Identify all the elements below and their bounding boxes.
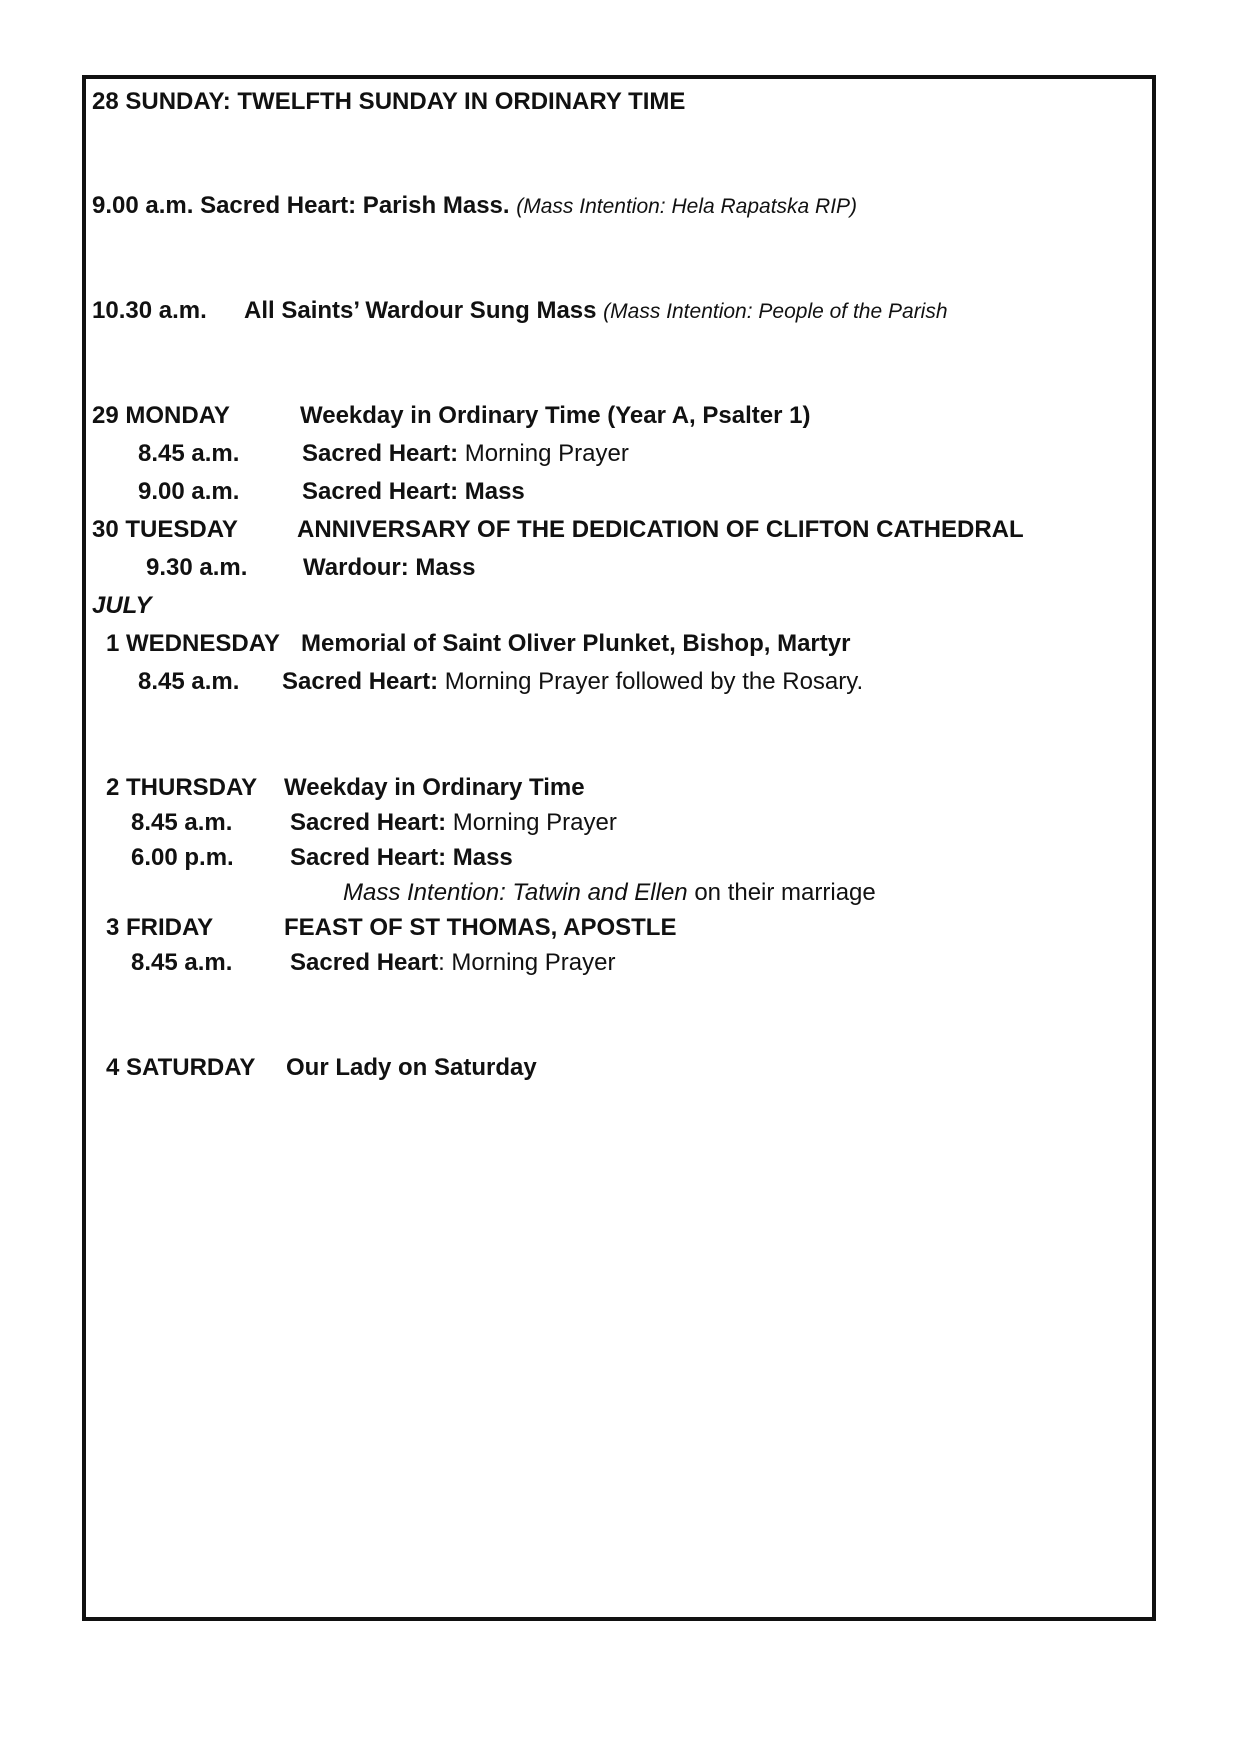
wednesday-event-1-time: 8.45 a.m. bbox=[138, 668, 240, 695]
thursday-event-2-place: Sacred Heart: Mass bbox=[290, 844, 513, 871]
sunday-mass-1-time-place: 9.00 a.m. Sacred Heart: Parish Mass. bbox=[92, 192, 510, 219]
monday-event-1-detail bbox=[302, 439, 629, 469]
sunday-mass-2-place: All Saints’ Wardour Sung Mass bbox=[244, 297, 597, 324]
monday-event-2-place: Sacred Heart: Mass bbox=[302, 478, 525, 505]
thursday-event-1-detail bbox=[290, 808, 617, 838]
wednesday-title: Memorial of Saint Oliver Plunket, Bishop, Martyr bbox=[301, 630, 851, 657]
tuesday-title: ANNIVERSARY OF THE DEDICATION OF CLIFTON CATHEDRAL bbox=[297, 516, 1024, 543]
thursday-intention-italic: Mass Intention: Tatwin and Ellen bbox=[343, 879, 688, 906]
thursday-event-1-rest: Morning Prayer bbox=[446, 809, 617, 836]
monday-event-1-time: 8.45 a.m. bbox=[138, 440, 240, 467]
month-label: JULY bbox=[92, 592, 152, 619]
sunday-mass-2-detail bbox=[244, 296, 948, 327]
monday-event-1-rest: Morning Prayer bbox=[458, 440, 629, 467]
saturday-heading bbox=[92, 1053, 1142, 1083]
thursday-intention bbox=[343, 878, 876, 908]
friday-event-1-place: Sacred Heart bbox=[290, 949, 439, 976]
wednesday-event-1 bbox=[92, 667, 1142, 697]
monday-event-2-time: 9.00 a.m. bbox=[138, 478, 240, 505]
wednesday-event-1-rest: Morning Prayer followed by the Rosary. bbox=[438, 668, 864, 695]
saturday-day: 4 SATURDAY bbox=[106, 1054, 256, 1081]
thursday-event-1-time: 8.45 a.m. bbox=[131, 809, 233, 836]
friday-heading bbox=[92, 913, 1142, 943]
wednesday-day: 1 WEDNESDAY bbox=[106, 630, 280, 657]
monday-title: Weekday in Ordinary Time (Year A, Psalter 1) bbox=[300, 402, 811, 429]
tuesday-event-1 bbox=[92, 553, 1142, 583]
tuesday-day: 30 TUESDAY bbox=[92, 516, 238, 543]
sunday-mass-2-time: 10.30 a.m. bbox=[92, 297, 207, 324]
sunday-heading: 28 SUNDAY: TWELFTH SUNDAY IN ORDINARY TIME bbox=[92, 88, 686, 115]
sunday-mass-1 bbox=[92, 191, 857, 222]
friday-event-1-time: 8.45 a.m. bbox=[131, 949, 233, 976]
friday-event-1 bbox=[92, 948, 1142, 978]
friday-event-1-detail bbox=[290, 948, 615, 978]
thursday-event-2 bbox=[92, 843, 1142, 873]
monday-day: 29 MONDAY bbox=[92, 402, 230, 429]
friday-day: 3 FRIDAY bbox=[106, 914, 214, 941]
friday-title: FEAST OF ST THOMAS, APOSTLE bbox=[284, 914, 677, 941]
wednesday-heading bbox=[92, 629, 1142, 659]
tuesday-heading bbox=[92, 515, 1142, 545]
monday-event-1-place: Sacred Heart: bbox=[302, 440, 459, 467]
monday-event-2 bbox=[92, 477, 1142, 507]
tuesday-event-1-place: Wardour: Mass bbox=[303, 554, 476, 581]
monday-event-1 bbox=[92, 439, 1142, 469]
thursday-title: Weekday in Ordinary Time bbox=[284, 774, 585, 801]
thursday-event-1-place: Sacred Heart: bbox=[290, 809, 447, 836]
sunday-mass-1-intention: (Mass Intention: Hela Rapatska RIP) bbox=[516, 195, 858, 218]
sunday-mass-2-intention: (Mass Intention: People of the Parish bbox=[603, 300, 948, 323]
friday-event-1-rest: : Morning Prayer bbox=[438, 949, 616, 976]
wednesday-event-1-detail bbox=[282, 667, 863, 697]
thursday-event-1 bbox=[92, 808, 1142, 838]
thursday-day: 2 THURSDAY bbox=[106, 774, 258, 801]
saturday-title: Our Lady on Saturday bbox=[286, 1054, 537, 1081]
thursday-intention-rest: on their marriage bbox=[687, 879, 876, 906]
monday-heading bbox=[92, 401, 1142, 431]
tuesday-event-1-time: 9.30 a.m. bbox=[146, 554, 248, 581]
thursday-heading bbox=[92, 773, 1142, 803]
thursday-event-2-time: 6.00 p.m. bbox=[131, 844, 234, 871]
wednesday-event-1-place: Sacred Heart: bbox=[282, 668, 439, 695]
